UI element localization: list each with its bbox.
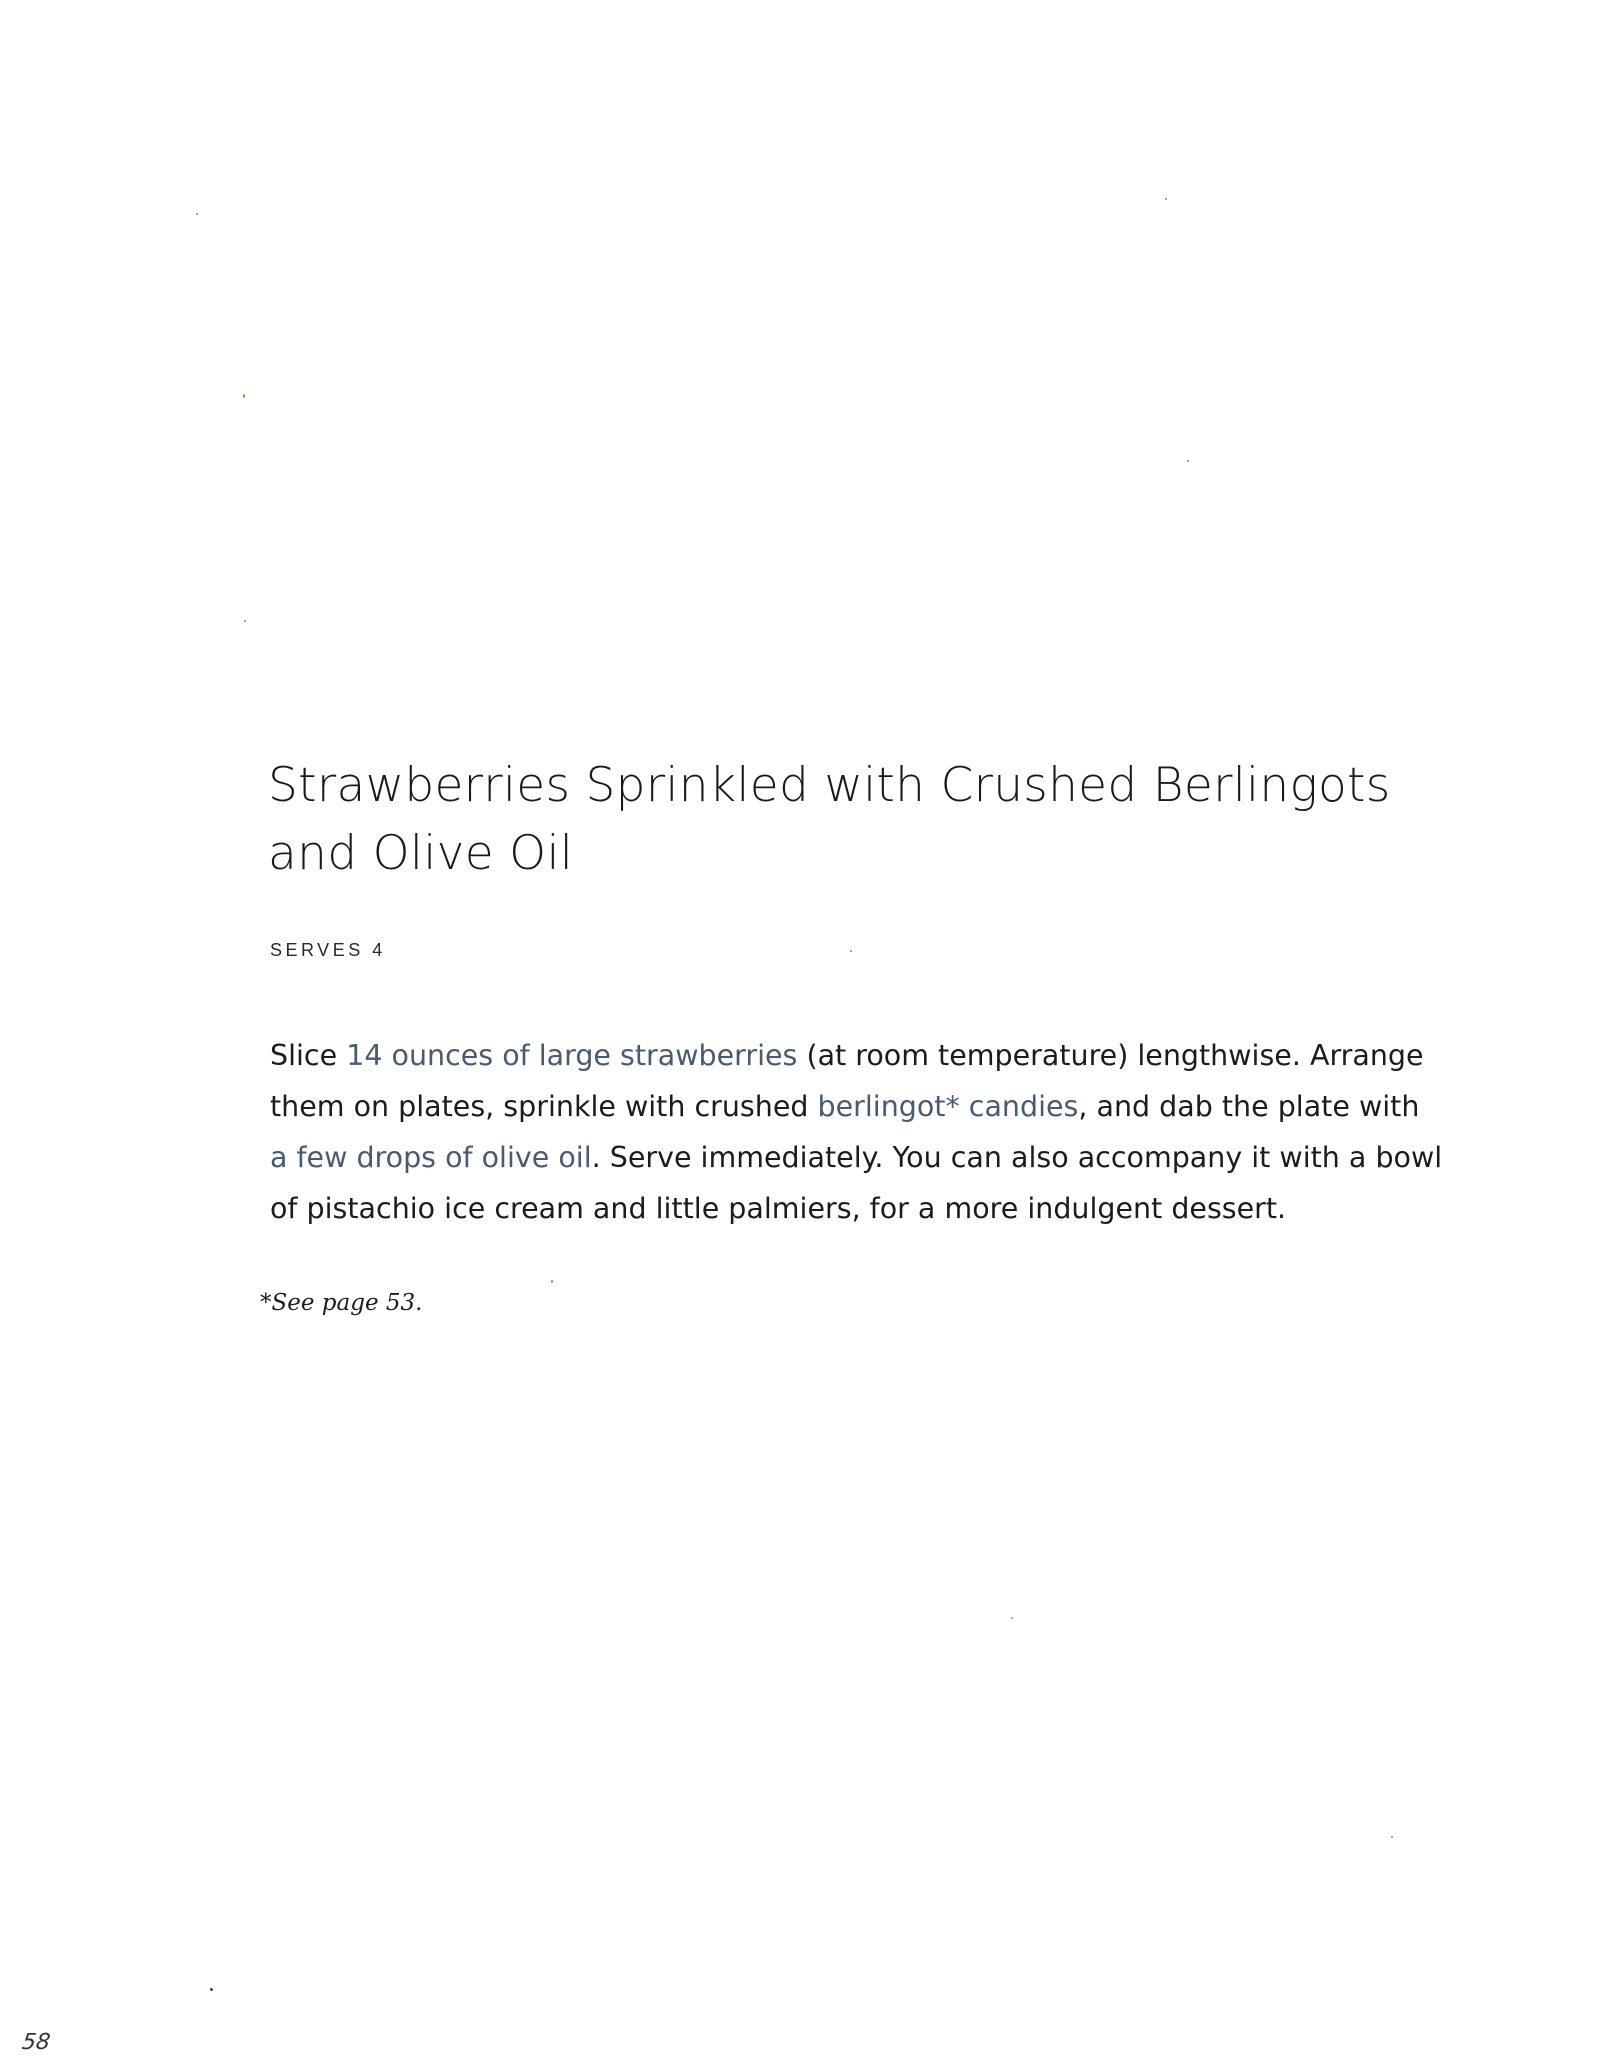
serves-label: SERVES 4 [270, 940, 386, 960]
recipe-title-line-1: Strawberries Sprinkled with Crushed Berlingots [268, 758, 1391, 813]
page-number: 58 [20, 2030, 52, 2055]
ingredient-highlight: a few drops of olive oil [270, 1141, 592, 1174]
scan-speck [1011, 1617, 1013, 1619]
scan-speck [551, 1280, 553, 1283]
footnote: *See page 53. [260, 1290, 423, 1316]
instruction-line [270, 1183, 1390, 1234]
scan-speck [210, 1988, 213, 1991]
instruction-text: Slice [270, 1039, 347, 1072]
ingredient-highlight: berlingot* candies [817, 1090, 1079, 1123]
scan-speck [850, 950, 852, 952]
scan-speck [1391, 1836, 1393, 1838]
instruction-text: (at room temperature) lengthwise. Arrange [797, 1039, 1424, 1072]
recipe-title [268, 752, 1391, 888]
scan-speck [244, 620, 246, 622]
ingredient-highlight: 14 ounces of large strawberries [346, 1039, 798, 1072]
scan-speck [1187, 460, 1189, 462]
instruction-text: , and dab the plate with [1078, 1090, 1420, 1123]
instruction-text: them on plates, sprinkle with crushed [270, 1090, 818, 1123]
instruction-line [270, 1081, 1420, 1132]
instruction-line [270, 1132, 1443, 1183]
instruction-line [270, 1030, 1424, 1081]
scan-speck [196, 213, 198, 215]
scan-speck [1165, 198, 1167, 200]
recipe-instructions [270, 1030, 1443, 1234]
recipe-title-line-2: and Olive Oil [268, 826, 574, 881]
instruction-text: of pistachio ice cream and little palmiers, for a more indulgent dessert. [270, 1192, 1287, 1225]
instruction-text: . Serve immediately. You can also accompany it with a bowl [591, 1141, 1443, 1174]
scan-speck [243, 394, 245, 398]
